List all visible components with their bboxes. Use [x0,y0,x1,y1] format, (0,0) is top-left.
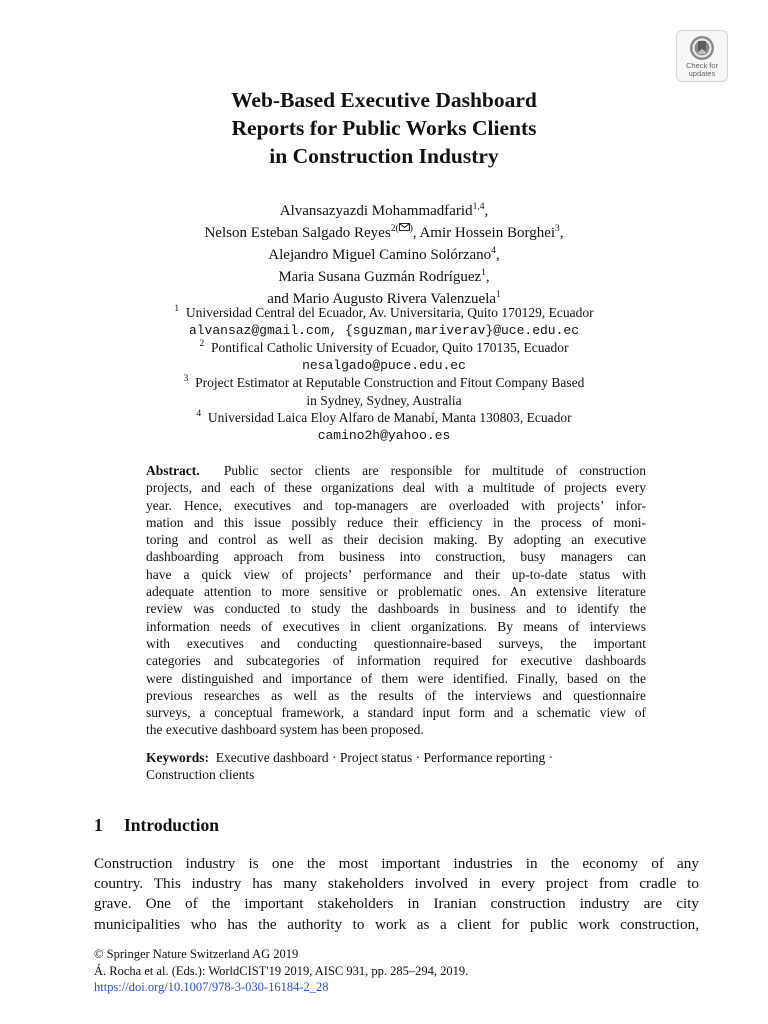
author-name: Maria Susana Guzmán Rodríguez [278,269,482,285]
abstract-line: projects, and each of these organizations deal with a multitude of projects every [146,480,646,496]
author-list [84,200,684,310]
abstract-line [146,462,646,479]
affiliation-email[interactable]: camino2h@yahoo.es [317,427,451,443]
abstract-line: toring and control as well as their decision making. By adopting an executive [146,532,646,548]
affiliation-email[interactable]: nesalgado@puce.edu.ec [302,357,466,373]
affiliation-number: 4 [196,409,202,419]
affiliation-number: 3 [183,374,189,384]
affiliation-text: Pontifical Catholic University of Ecuador, Quito 170135, Ecuador [210,340,569,355]
affiliation-4 [84,409,684,427]
envelope-icon [399,223,410,231]
affiliation-email[interactable]: alvansaz@gmail.com, {sguzman,mariverav}@uce.edu.ec [188,322,580,338]
author-affiliation-mark [391,224,413,234]
body-text [94,854,699,935]
affiliation-number: 2 [199,339,205,349]
affiliation-text: Project Estimator at Reputable Construction and Fitout Company Based [195,375,585,390]
body-line: grave. One of the important stakeholders in Iranian construction industry are city [94,895,699,913]
keywords-line: Construction clients [146,767,255,783]
citation-line: Á. Rocha et al. (Eds.): WorldCIST'19 2019, AISC 931, pp. 285–294, 2019. [94,963,469,978]
author-separator: , [559,225,564,241]
affiliation-2 [84,339,684,357]
author-name: Nelson Esteban Salgado Reyes [204,225,391,241]
abstract-line: categories and subcategories of information required for executive dashboards [146,653,646,669]
title-line: in Construction Industry [269,144,499,168]
section-number: 1 [94,815,103,835]
body-line: municipalities who has the authority to work as a client for public work construction, [94,915,699,933]
abstract-line: were distinguished and importance of them were identified. Finally, based on the [146,670,646,686]
author-affiliation-close: ) [409,224,413,234]
paper-title [84,86,684,170]
abstract-line: surveys, a conceptual framework, a standard input form and a schematic view of [146,705,646,721]
title-line: Reports for Public Works Clients [231,116,537,140]
author-name: Alejandro Miguel Camino Solórzano [268,247,492,263]
affiliation-list [84,304,684,444]
affiliation-text: Universidad Central del Ecuador, Av. Universitaria, Quito 170129, Ecuador [185,305,594,320]
author-separator: , [412,225,417,241]
abstract-line: the executive dashboard system has been proposed. [146,722,424,738]
doi-link[interactable]: https://doi.org/10.1007/978-3-030-16184-2_28 [94,980,329,994]
affiliation-1 [84,304,684,322]
author-separator: , [484,203,489,219]
abstract-line: with executives and conducting questionnaire-based surveys, the important [146,635,646,651]
abstract-line: review was conducted to study the dashboards in business and to identify the [146,601,646,617]
author-line [84,266,684,288]
affiliation-text: Universidad Laica Eloy Alfaro de Manabí, Manta 130803, Ecuador [207,410,572,425]
affiliation-number: 1 [174,304,180,314]
footer [94,946,694,996]
section-heading [94,815,219,836]
abstract [146,462,646,739]
affiliation-text-continued: in Sydney, Sydney, Australia [306,392,462,408]
abstract-line: year. Hence, executives and top-managers are overloaded with projects’ infor- [146,497,646,513]
abstract-label: Abstract. [146,463,200,478]
keywords-text: Executive dashboard · Project status · Performance reporting · [215,750,554,765]
copyright-notice: © Springer Nature Switzerland AG 2019 [94,947,299,961]
author-line [84,200,684,222]
abstract-line: adequate attention to more sensitive or problematic ones. An extensive literature [146,584,646,600]
abstract-line: previous researches as well as the results of the interviews and questionnaire [146,687,646,703]
keywords-label: Keywords: [146,750,209,765]
author-affiliation-mark: 1,4 [472,202,485,212]
author-affiliation-mark: 4 [491,246,496,256]
affiliation-3 [84,374,684,392]
author-affiliation-mark: 3 [555,224,560,234]
abstract-line: have a quick view of projects’ performance and their up-to-date status with [146,566,646,582]
title-line: Web-Based Executive Dashboard [231,88,537,112]
author-affiliation-mark: 1 [496,290,501,300]
author-name: Alvansazyazdi Mohammadfarid [279,203,473,219]
author-separator: , [485,269,490,285]
check-for-updates-icon [689,35,715,61]
section-title: Introduction [124,815,219,835]
author-line [84,222,684,244]
abstract-line: information needs of executives in client organizations. By means of interviews [146,618,646,634]
check-for-updates-badge[interactable] [676,30,728,82]
author-affiliation-number: 2( [390,224,399,234]
keywords [146,749,646,784]
abstract-line: dashboarding approach from business into construction, busy managers can [146,549,646,565]
author-name: Amir Hossein Borghei [419,225,556,241]
keywords-line [146,749,646,766]
abstract-line: mation and this issue possibly reduce their efficiency in the process of moni- [146,514,646,530]
author-name: and Mario Augusto Rivera Valenzuela [267,291,497,307]
abstract-text: Public sector clients are responsible for multitude of construction [223,463,647,478]
author-affiliation-mark: 1 [481,268,486,278]
body-line: Construction industry is one the most important industries in the economy of any [94,855,699,872]
check-for-updates-label: Check for updates [685,61,719,78]
body-line: country. This industry has many stakeholders involved in every project from cradle to [94,875,699,893]
author-separator: , [495,247,500,263]
author-line [84,244,684,266]
